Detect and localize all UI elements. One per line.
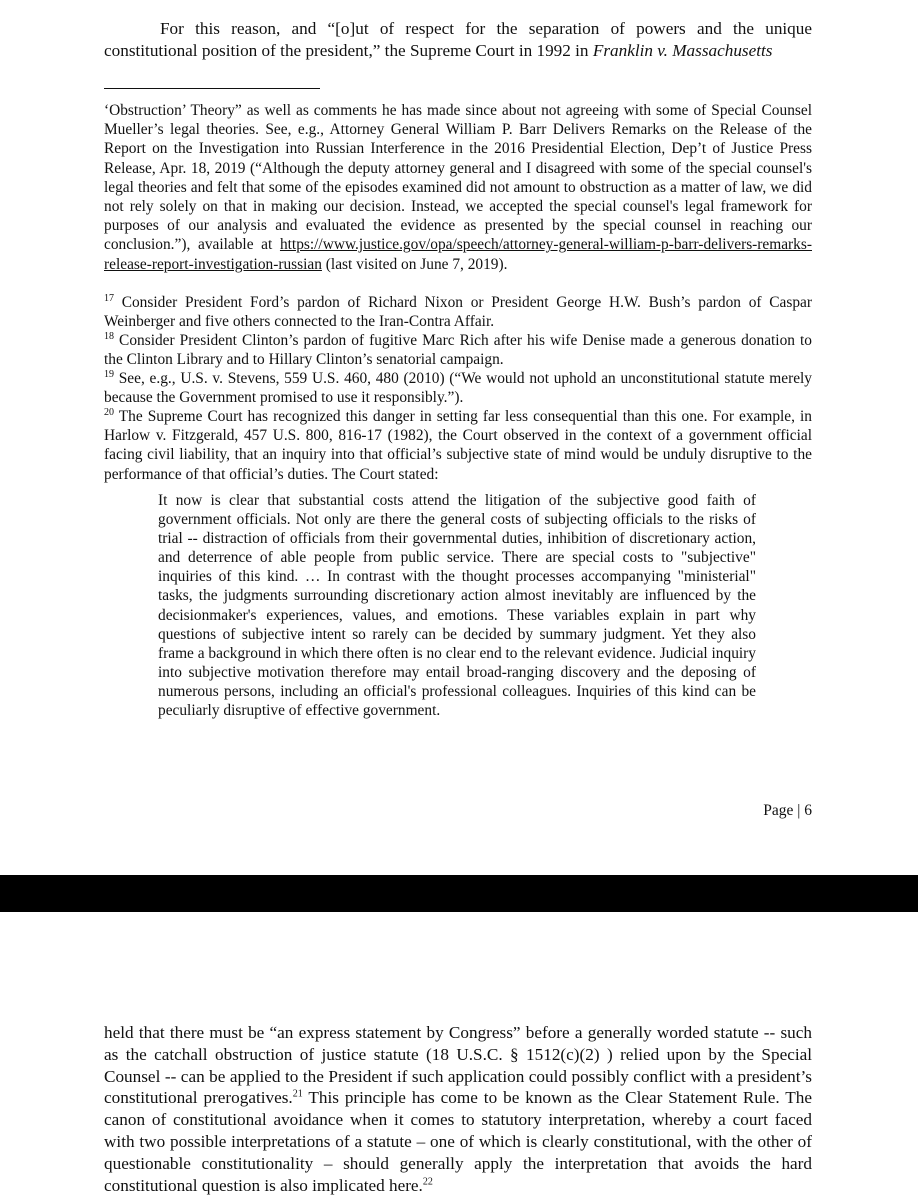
footnote-number: 20	[104, 406, 114, 418]
paragraph-text: held that there must be “an express statement by Congress” before a generally worded statute -- such as the catchall obstruction of justice statute (18 U.S.C. § 1512(c)(2) ) relied upon by the Special Counsel -- can be applied to the President if such application could possibly conflict with a president’s constitutional prerogatives.	[104, 1023, 812, 1108]
footnote-ref-21[interactable]: 21	[292, 1088, 303, 1100]
page-number: Page | 6	[763, 802, 812, 819]
footnote-link-tail: (last visited on June 7, 2019).	[321, 255, 508, 273]
case-name: Franklin v. Massachusetts	[592, 41, 773, 60]
footnote-number: 18	[104, 330, 114, 342]
footnote-number: 17	[104, 292, 114, 304]
footnote-text: The Supreme Court has recognized this danger in setting far less consequential than this one. For example, in Harlow v. Fitzgerald, 457 U.S. 800, 816-17 (1982), the Court observed in the context of a government official facing civil liability, that an inquiry into that official’s subjective state of mind would be unduly disruptive to the performance of that official’s duties. The Court stated:	[104, 408, 812, 483]
footnote-separator	[104, 88, 320, 89]
footnote-text: See, e.g., U.S. v. Stevens, 559 U.S. 460, 480 (2010) (“We would not uphold an unconstitutional statute merely because the Government promised to use it responsibly.”).	[104, 370, 812, 407]
footnote-continued	[104, 101, 812, 274]
footnote-text: Consider President Clinton’s pardon of fugitive Marc Rich after his wife Denise made a generous donation to the Clinton Library and to Hillary Clinton’s senatorial campaign.	[104, 332, 812, 369]
footnote-number: 19	[104, 368, 114, 380]
footnote-link[interactable]: https://www.justice.gov/opa/speech/attorney-general-william-p-barr-delivers-remarks-release-report-investigation-russian	[104, 236, 812, 273]
footnote-ref-22[interactable]: 22	[422, 1175, 433, 1187]
footnote-17	[104, 293, 812, 331]
body-paragraph	[104, 18, 812, 62]
body-paragraph	[104, 1022, 812, 1196]
footnote-20	[104, 407, 812, 484]
paragraph-text: This principle has come to be known as the Clear Statement Rule. The canon of constitutional avoidance when it comes to statutory interpretation, whereby a court faced with two possible interpretations of a statute – one of which is clearly constitutional, with the other of questionable constitutionality – should generally apply the interpretation that avoids the hard constitutional question is also implicated here.	[104, 1088, 812, 1195]
footnote-text: Consider President Ford’s pardon of Richard Nixon or President George H.W. Bush’s pardon of Caspar Weinberger and five others connected to the Iran-Contra Affair.	[104, 294, 812, 331]
footnote-18	[104, 331, 812, 369]
page-break-band	[0, 875, 918, 912]
paragraph-text: For this reason, and “[o]ut of respect for the separation of powers and the unique constitutional position of the president,” the Supreme Court in 1992 in	[104, 19, 812, 60]
footnote-text: ‘Obstruction’ Theory” as well as comments he has made since about not agreeing with some of Special Counsel Mueller’s legal theories. See, e.g., Attorney General William P. Barr Delivers Remarks on the Release of the Report on the Investigation into Russian Interference in the 2016 Presidential Election, Dep’t of Justice Press Release, Apr. 18, 2019 (“Although the deputy attorney general and I disagreed with some of the special counsel's legal theories and felt that some of the episodes examined did not amount to obstruction as a matter of law, we did not rely solely on that in making our decision. Instead, we accepted the special counsel's legal framework for purposes of our analysis and evaluated the evidence as presented by the special counsel in reaching our conclusion.”), available at	[104, 102, 812, 254]
block-quote: It now is clear that substantial costs attend the litigation of the subjective good faith of government officials. Not only are there the general costs of subjecting officials to the risks of trial -- distraction of officials from their governmental duties, inhibition of discretionary action, and deterrence of able people from public service. There are special costs to "subjective" inquiries of this kind. … In contrast with the thought processes accompanying "ministerial" tasks, the judgments surrounding discretionary action almost inevitably are influenced by the decisionmaker's experiences, values, and emotions. These variables explain in part why questions of subjective intent so rarely can be decided by summary judgment. Yet they also frame a background in which there often is no clear end to the relevant evidence. Judicial inquiry into subjective motivation therefore may entail broad-ranging discovery and the deposing of numerous persons, including an official's professional colleagues. Inquiries of this kind can be peculiarly disruptive of effective government.	[158, 492, 756, 720]
footnote-19	[104, 369, 812, 407]
